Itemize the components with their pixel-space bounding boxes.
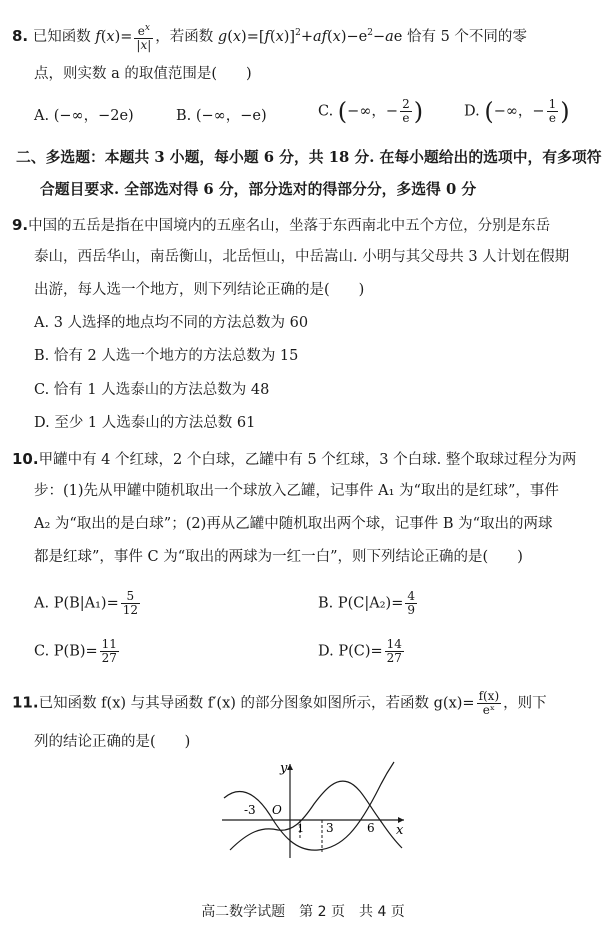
q8-number: 8. (12, 27, 29, 45)
q10-line4: 都是红球”，事件 C 为“取出的两球为一红一白”，则下列结论正确的是( ) (34, 549, 523, 565)
q10-line3: A₂ 为“取出的是白球”；(2)再从乙罐中随机取出两个球，记事件 B 为“取出的两球 (34, 516, 553, 532)
section2-line1: 二、多选题：本题共 3 小题，每小题 6 分，共 18 分. 在每小题给出的选项中，有多项符 (16, 149, 602, 166)
q8-option-b: B. (−∞，−e) (176, 108, 267, 124)
q9-option-c: C. 恰有 1 人选泰山的方法总数为 48 (34, 382, 270, 398)
q8-option-a: A. (−∞，−2e) (34, 108, 134, 124)
q11-line1: 11.已知函数 f(x) 与其导函数 f′(x) 的部分图象如图所示，若函数 g(x)= $\frac{f(x)}{\text{eˣ}}$ ，则下 (12, 689, 547, 717)
q9-option-a: A. 3 人选择的地点均不同的方法总数为 60 (34, 315, 309, 331)
page-footer: 高二数学试题 第 2 页 共 4 页 (201, 904, 405, 920)
tick-6: 6 (367, 821, 375, 835)
tick-1: 1 (297, 822, 304, 835)
y-axis-label: y (280, 761, 288, 776)
q9-line3: 出游，每人选一个地方，则下列结论正确的是( ) (34, 282, 365, 298)
q10-line2: 步：(1)先从甲罐中随机取出一个球放入乙罐，记事件 A₁ 为“取出的是红球”，事件 (34, 483, 559, 499)
q8-line1: 8. 已知函数 f(x)= $\frac{e^x}{|x|}$ ，若函数 $g(x)=[f(x)]^2+af(x)-e^2-ae$ 恰有 5 个不同的零 (12, 23, 527, 52)
q8-text-b: ，若函数 (155, 29, 214, 45)
q10-number: 10. (12, 450, 39, 468)
q9-option-b: B. 恰有 2 人选一个地方的方法总数为 15 (34, 348, 299, 364)
q9-number: 9. (12, 216, 29, 234)
q10-option-c: C. P(B)= $\frac{11}{27}$ (34, 637, 117, 665)
y-axis-arrow-icon (287, 764, 293, 770)
q10-option-b: B. P(C|A₂)= $\frac{4}{9}$ (318, 589, 415, 617)
origin-label: O (272, 803, 282, 817)
q8-option-c: C. (−∞，− $\frac{2}{e}$ ) (318, 97, 424, 126)
q10-option-a: A. P(B|A₁)= $\frac{5}{12}$ (34, 589, 139, 617)
q8-text-a: 已知函数 (32, 29, 91, 45)
q10-option-d: D. P(C)= $\frac{14}{27}$ (318, 637, 402, 665)
x-axis-label: x (396, 823, 404, 838)
q8-line2: 点，则实数 a 的取值范围是( ) (34, 66, 252, 82)
q9-line2: 泰山，西岳华山，南岳衡山，北岳恒山，中岳嵩山. 小明与其父母共 3 人计划在假期 (34, 249, 570, 265)
q9-option-d: D. 至少 1 人选泰山的方法总数 61 (34, 415, 256, 431)
q8-option-d: D. (−∞，− $\frac{1}{e}$ ) (464, 97, 570, 126)
q11-number: 11. (12, 693, 39, 712)
q9-line1: 9.中国的五岳是指在中国境内的五座名山，坐落于东西南北中五个方位，分别是东岳 (12, 216, 551, 234)
q11-line2: 列的结论正确的是( ) (34, 734, 191, 750)
function-graph (218, 760, 408, 860)
curve-f-prime (230, 781, 402, 850)
tick-3: 3 (326, 821, 334, 835)
tick-neg3: -3 (244, 803, 256, 817)
section2-line2: 合题目要求. 全部选对得 6 分，部分选对的得部分分，多选得 0 分 (40, 181, 477, 198)
q8-text-c: 恰有 5 个不同的零 (406, 29, 527, 45)
q10-line1: 10.甲罐中有 4 个红球，2 个白球，乙罐中有 5 个红球，3 个白球. 整个取球过程分为两 (12, 450, 577, 468)
